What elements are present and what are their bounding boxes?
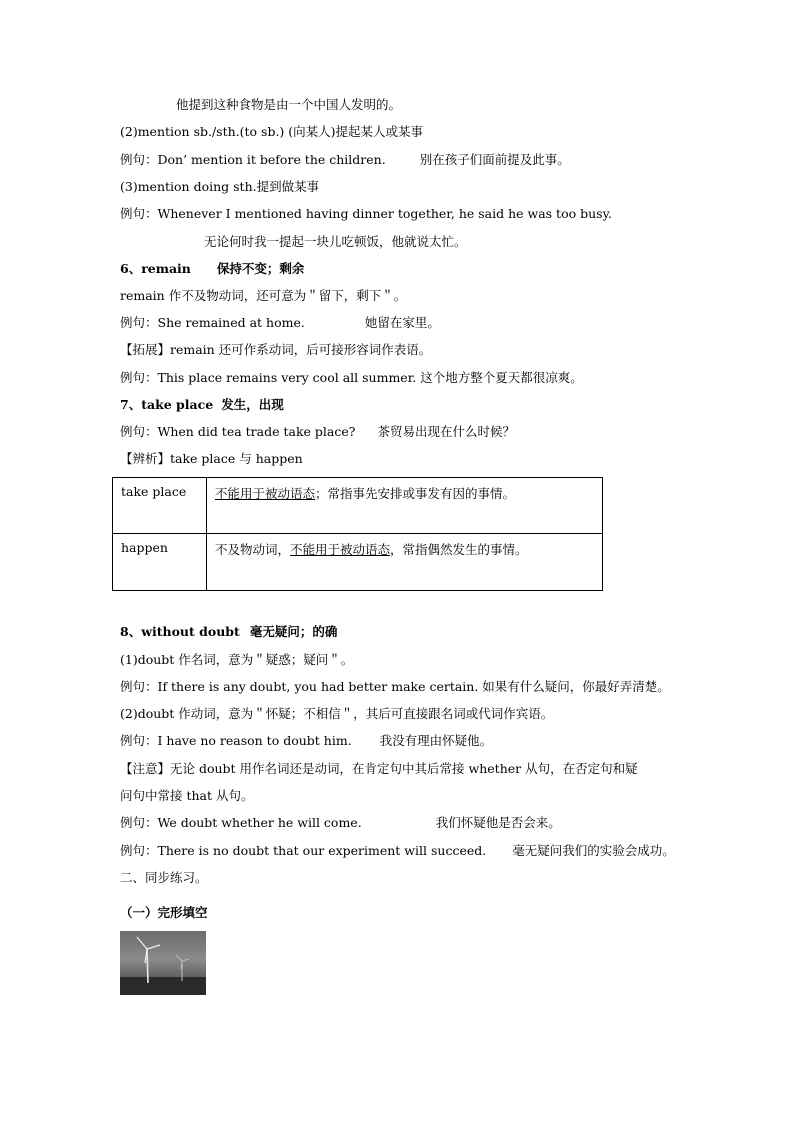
line-note: 【注意】无论 doubt 用作名词还是动词，在肯定句中其后常接 whether 从句，在否定句和疑 [120,761,638,776]
line-example-tea [120,424,515,440]
desc-text: ；常指事先安排或事发有因的事情。 [315,486,516,501]
line-extension: 【拓展】remain 还可作系动词，后可接形容词作表语。 [120,342,432,357]
line-example-certain: 例句：If there is any doubt, you had better make certain. 如果有什么疑问，你最好弄清楚。 [120,679,670,694]
table-term-cell: happen [113,534,207,591]
heading-remain-meaning: 保持不变；剩余 [216,261,305,276]
underlined-text: 不能用于被动语态 [215,486,316,501]
line-invention: 他提到这种食物是由一个中国人发明的。 [176,97,402,112]
line-doubt-noun: (1)doubt 作名词，意为＂疑惑；疑问＂。 [120,652,354,667]
line-example-cool: 例句：This place remains very cool all summer. 这个地方整个夏天都很凉爽。 [120,370,583,385]
line-example-experiment [120,843,675,859]
heading-doubt-term: 8、without doubt [120,624,240,639]
heading-take-place [120,397,284,413]
example-zh: 别在孩子们面前提及此事。 [419,152,570,167]
line-analysis: 【辨析】take place 与 happen [120,451,303,466]
line-remain-usage: remain 作不及物动词，还可意为＂留下，剩下＂。 [120,288,407,303]
heading-doubt-meaning: 毫无疑问；的确 [249,624,338,639]
example-en: 例句：When did tea trade take place? [120,424,356,439]
table-desc-cell [207,478,603,534]
example-zh: 我们怀疑他是否会来。 [435,815,561,830]
line-note-cont: 问句中常接 that 从句。 [120,788,254,803]
table-row [113,478,603,534]
desc-prefix: 不及物动词， [215,542,291,557]
table-row [113,534,603,591]
table-desc-cell [207,534,603,591]
example-zh: 茶贸易出现在什么时候？ [377,424,515,439]
example-zh: 毫无疑问我们的实验会成功。 [512,843,675,858]
subsection-cloze: （一）完形填空 [120,905,208,920]
example-en: 例句：There is no doubt that our experiment will succeed. [120,843,487,858]
heading-take-place-meaning: 发生，出现 [221,397,284,412]
wind-turbine-icon [120,931,206,995]
example-zh: 我没有理由怀疑他。 [379,733,493,748]
line-example-come [120,815,561,831]
line-mention-doing: (3)mention doing sth.提到做某事 [120,179,320,194]
example-en: 例句：She remained at home. [120,315,305,330]
table-term-cell: take place [113,478,207,534]
heading-remain-term: 6、remain [120,261,191,276]
heading-take-place-term: 7、take place [120,397,214,412]
line-example-dinner: 例句：Whenever I mentioned having dinner together, he said he was too busy. [120,206,612,221]
line-example-home [120,315,440,331]
line-doubt-verb: (2)doubt 作动词，意为＂怀疑；不相信＂，其后可直接跟名词或代词作宾语。 [120,706,554,721]
example-en: 例句：I have no reason to doubt him. [120,733,352,748]
heading-remain [120,261,304,277]
underlined-text: 不能用于被动语态 [290,542,391,557]
line-example-dinner-zh: 无论何时我一提起一块儿吃顿饭，他就说太忙。 [204,234,467,249]
line-example-children [120,152,570,168]
comparison-table [112,477,603,591]
line-example-reason [120,733,492,749]
desc-text: ，常指偶然发生的事情。 [390,542,528,557]
heading-without-doubt [120,624,337,640]
example-en: 例句：We doubt whether he will come. [120,815,362,830]
section-sync-practice: 二、同步练习。 [120,870,208,885]
example-zh: 她留在家里。 [364,315,440,330]
example-en: 例句：Don’ mention it before the children. [120,152,386,167]
line-mention-sb: (2)mention sb./sth.(to sb.) (向某人)提起某人或某事 [120,124,424,139]
wind-turbine-photo [120,931,206,995]
